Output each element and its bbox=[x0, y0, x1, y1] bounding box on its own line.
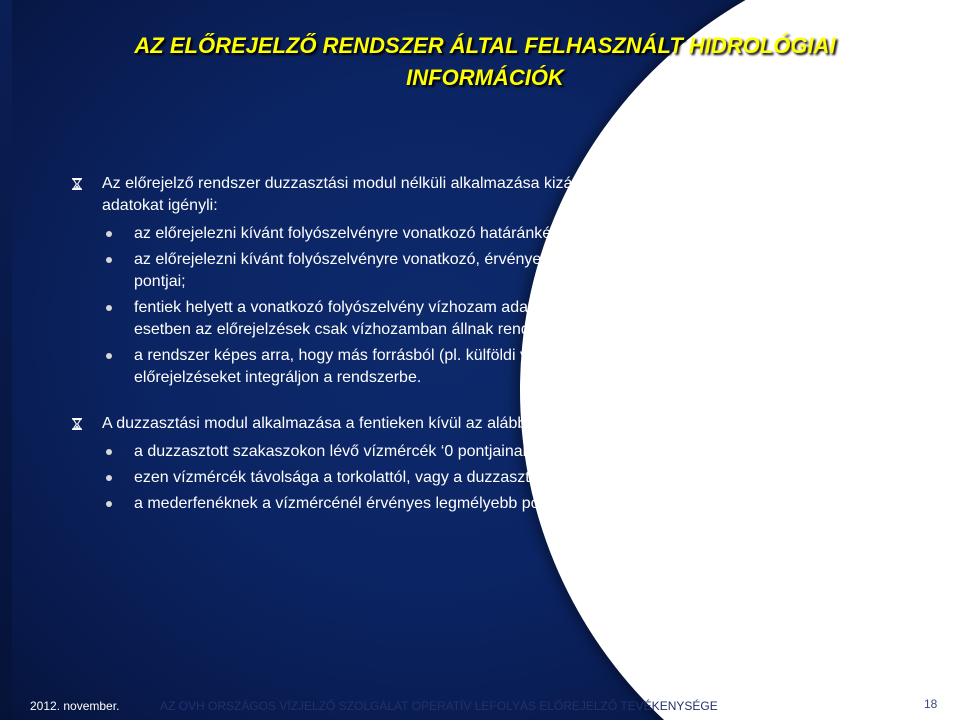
main-bullet-item bbox=[70, 173, 790, 217]
list-item: az előrejelezni kívánt folyószelvényre vonatkozó határánkénti vízállás értékek; bbox=[70, 223, 790, 245]
main-bullet-text: A duzzasztási modul alkalmazása a fentieken kívül az alábbi adatok ismeretét igényli: bbox=[102, 415, 707, 432]
list-item: ezen vízmércék távolsága a torkolattól, vagy a duzzasztótól; bbox=[70, 467, 790, 489]
left-band bbox=[0, 0, 12, 720]
dot-bullet-icon bbox=[106, 257, 112, 263]
dot-bullet-icon bbox=[106, 353, 112, 359]
hourglass-bullet-icon bbox=[70, 417, 84, 431]
list-item: az előrejelezni kívánt folyószelvényre vonatkozó, érvényes kétváltozós vízhozamgörbe pontjai; bbox=[70, 249, 790, 293]
section-2 bbox=[70, 413, 790, 515]
list-item: a mederfenéknek a vízmércénél érvényes legmélyebb pontja. bbox=[70, 493, 790, 515]
main-bullet-item bbox=[70, 413, 790, 435]
page-number: 18 bbox=[924, 697, 938, 711]
title-line-2: INFORMÁCIÓK bbox=[406, 65, 564, 90]
hourglass-bullet-icon bbox=[70, 177, 84, 191]
sub-list bbox=[70, 223, 790, 389]
dot-bullet-icon bbox=[106, 475, 112, 481]
sub-list bbox=[70, 441, 790, 515]
main-bullet-text: Az előrejelző rendszer duzzasztási modul nélküli alkalmazása kizárólag az alábbi hidrológiai adatokat igényli: bbox=[102, 175, 754, 214]
section-1 bbox=[70, 173, 790, 389]
list-item: a duzzasztott szakaszokon lévő vízmércék ‘0 pontjainak a magassága; bbox=[70, 441, 790, 463]
footer-text: AZ OVH ORSZÁGOS VÍZJELZŐ SZOLGÁLAT OPERATÍV LEFOLYÁS ELŐREJELZŐ TEVÉKENYSÉGE bbox=[160, 699, 718, 713]
dot-bullet-icon bbox=[106, 231, 112, 237]
slide-content bbox=[70, 173, 790, 539]
footer-date: 2012. november. bbox=[30, 699, 120, 713]
list-item: fentiek helyett a vonatkozó folyószelvény vízhozam adatai is elegendőek, de ebben az esetben az előrejelzések csak vízhozamban állnak rendelkezésre. bbox=[70, 297, 790, 341]
dot-bullet-icon bbox=[106, 449, 112, 455]
dot-bullet-icon bbox=[106, 305, 112, 311]
dot-bullet-icon bbox=[106, 501, 112, 507]
list-item: a rendszer képes arra, hogy más forrásból (pl. külföldi vízügyi szervek) elérhető előrejelzéseket integráljon a rendszerbe. bbox=[70, 345, 790, 389]
title-line-1: AZ ELŐREJELZŐ RENDSZER ÁLTAL FELHASZNÁLT HIDROLÓGIAI bbox=[134, 33, 836, 58]
slide-title bbox=[60, 30, 910, 94]
